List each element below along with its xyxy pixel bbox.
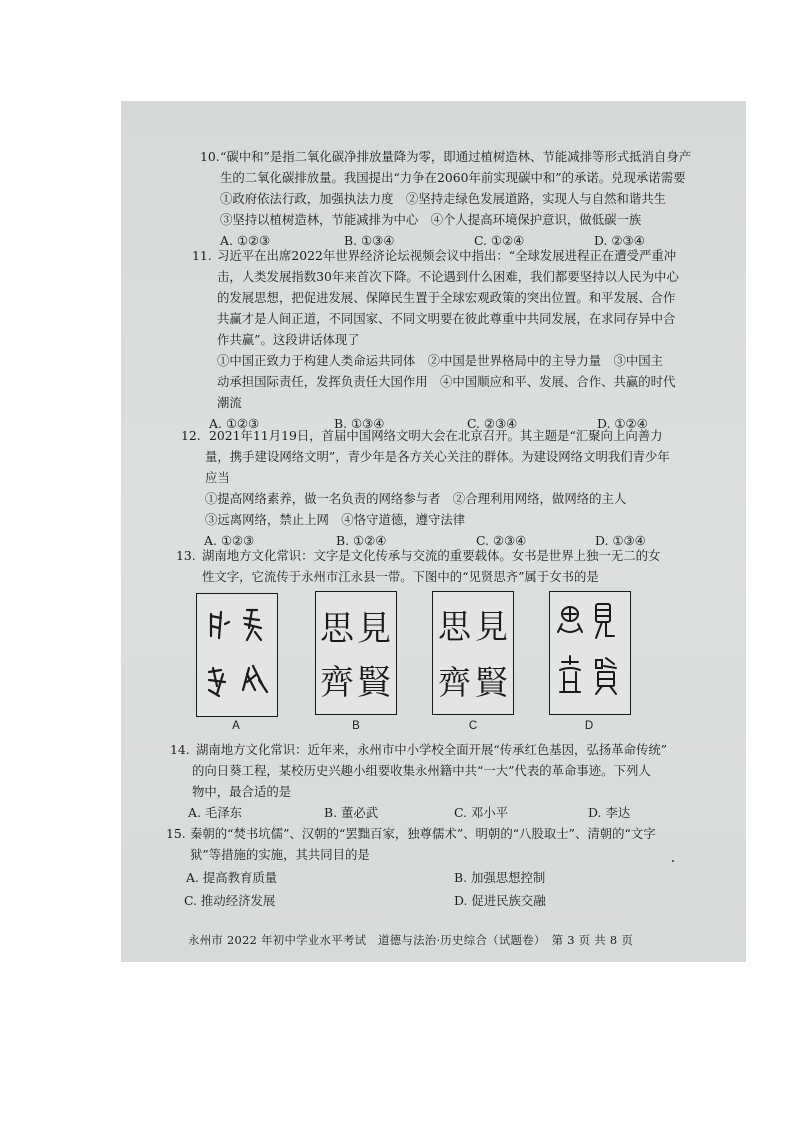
question-text-line: 的发展思想，把促进发展、保障民生置于全球宏观政策的突出位置。和平发展、合作 (217, 290, 676, 305)
question-text-line: 性文字，它流传于永州市江永县一带。下图中的“见贤思齐”属于女书的是 (202, 569, 599, 584)
speck (672, 860, 674, 862)
regular-glyphs (433, 592, 513, 714)
question-number: 13. (176, 548, 196, 563)
question-14 (170, 739, 740, 823)
question-text-line: 击，人类发展指数30年来首次下降。不论遇到什么困难，我们都要坚持以人民为中心 (217, 269, 679, 284)
choice-line: ①中国正致力于构建人类命运共同体 ②中国是世界格局中的主导力量 ③中国主 (217, 353, 664, 368)
choice-line: ③坚持以植树造林，节能减排为中心 ④个人提高环境保护意识，做低碳一族 (220, 212, 642, 227)
question-13 (176, 545, 736, 587)
nushu-image-a (196, 593, 278, 717)
svg-text:見: 見 (357, 609, 391, 649)
svg-text:齊: 齊 (438, 663, 471, 702)
option-a: A. 提高教育质量 (186, 870, 278, 885)
option-c: C. ②③④ (467, 416, 518, 431)
question-text-line: 共赢才是人间正道，不同国家、不同文明要在彼此尊重中共同发展，在求同存异中合 (217, 311, 676, 326)
question-number: 11. (192, 248, 212, 263)
question-text-line: 作共赢”。这段讲话体现了 (217, 332, 360, 347)
question-number: 10. (200, 149, 220, 164)
question-text-line: “碳中和”是指二氧化碳净排放量降为零，即通过植树造林、节能减排等形式抵消自身产 (220, 149, 692, 164)
question-12 (181, 425, 741, 551)
svg-text:思: 思 (320, 609, 354, 649)
image-label: B (352, 720, 360, 732)
svg-text:齊: 齊 (320, 663, 354, 703)
option-b: B. ①③④ (334, 416, 385, 431)
question-number: 14. (170, 742, 190, 757)
question-text-line: 秦朝的“焚书坑儒”、汉朝的“罢黜百家，独尊儒术”、明朝的“八股取士”、清朝的“文字 (190, 826, 656, 841)
nushu-glyphs (197, 594, 277, 716)
option-d: D. ②③④ (594, 233, 645, 248)
question-10 (200, 146, 740, 251)
question-text-line: 应当 (205, 470, 230, 485)
choice-line: ①提高网络素养，做一名负责的网络参与者 ②合理利用网络，做网络的主人 (205, 491, 627, 506)
option-c: C. ②③④ (476, 533, 527, 548)
regular-script-image-c (432, 591, 514, 715)
question-text-line: 湖南地方文化常识：近年来，永州市中小学校全面开展“传承红色基因，弘扬革命传统” (196, 742, 668, 757)
option-c: C. 推动经济发展 (184, 893, 276, 908)
page-footer: 永州市 2022 年初中学业水平考试 道德与法治·历史综合（试题卷） 第 3 页 共 8 页 (188, 933, 634, 947)
option-b: B. 加强思想控制 (454, 870, 546, 885)
svg-text:思: 思 (438, 607, 471, 646)
question-text-line: 狱”等措施的实施，其共同目的是 (190, 847, 370, 862)
question-number: 15. (166, 826, 186, 841)
question-text-line: 习近平在出席2022年世界经济论坛视频会议中指出：“全球发展进程正在遭受严重冲 (217, 248, 677, 263)
option-a: A. ①②③ (204, 533, 255, 548)
image-label: A (232, 720, 240, 732)
question-text-line: 2021年11月19日，首届中国网络文明大会在北京召开。其主题是“汇聚向上向善力 (209, 428, 663, 443)
svg-text:賢: 賢 (475, 663, 508, 702)
seal-glyphs (316, 592, 396, 714)
question-text-line: 生的二氧化碳排放量。我国提出“力争在2060年前实现碳中和”的承诺。兑现承诺需要 (220, 170, 686, 185)
question-15 (166, 823, 741, 911)
option-b: B. ①②④ (336, 533, 387, 548)
option-c: C. 邓小平 (454, 805, 509, 820)
question-text-line: 物中，最合适的是 (192, 784, 292, 799)
option-c: C. ①②④ (474, 233, 525, 248)
option-a: A. 毛泽东 (188, 805, 242, 820)
bronze-script-image-d (549, 591, 631, 715)
question-text-line: 量，携手建设网络文明”，青少年是各方关心关注的群体。为建设网络文明我们青少年 (205, 449, 670, 464)
bronze-glyphs (550, 592, 630, 714)
option-b: B. 董必武 (324, 805, 379, 820)
option-d: D. ①③④ (595, 533, 646, 548)
image-label: C (468, 720, 478, 732)
option-d: D. 促进民族交融 (454, 893, 546, 908)
question-text-line: 湖南地方文化常识：文字是文化传承与交流的重要载体。女书是世界上独一无二的女 (202, 548, 661, 563)
question-11 (192, 245, 742, 434)
option-a: A. ①②③ (220, 233, 271, 248)
option-b: B. ①③④ (344, 233, 395, 248)
svg-text:見: 見 (475, 607, 508, 646)
option-d: D. 李达 (588, 805, 631, 820)
seal-script-image-b (315, 591, 397, 715)
question-text-line: 的向日葵工程，某校历史兴趣小组要收集永州籍中共“一大”代表的革命事迹。下列人 (192, 763, 651, 778)
choice-line: 潮流 (217, 395, 242, 410)
choice-line: ③远离网络，禁止上网 ④恪守道德，遵守法律 (205, 512, 466, 527)
choice-line: 动承担国际责任，发挥负责任大国作用 ④中国顺应和平、发展、合作、共赢的时代 (217, 374, 676, 389)
option-a: A. ①②③ (209, 416, 260, 431)
image-label: D (584, 720, 594, 732)
svg-text:賢: 賢 (357, 663, 391, 703)
question-number: 12. (181, 428, 201, 443)
option-d: D. ①②④ (597, 416, 648, 431)
choice-line: ①政府依法行政，加强执法力度 ②坚持走绿色发展道路，实现人与自然和谐共生 (220, 191, 667, 206)
